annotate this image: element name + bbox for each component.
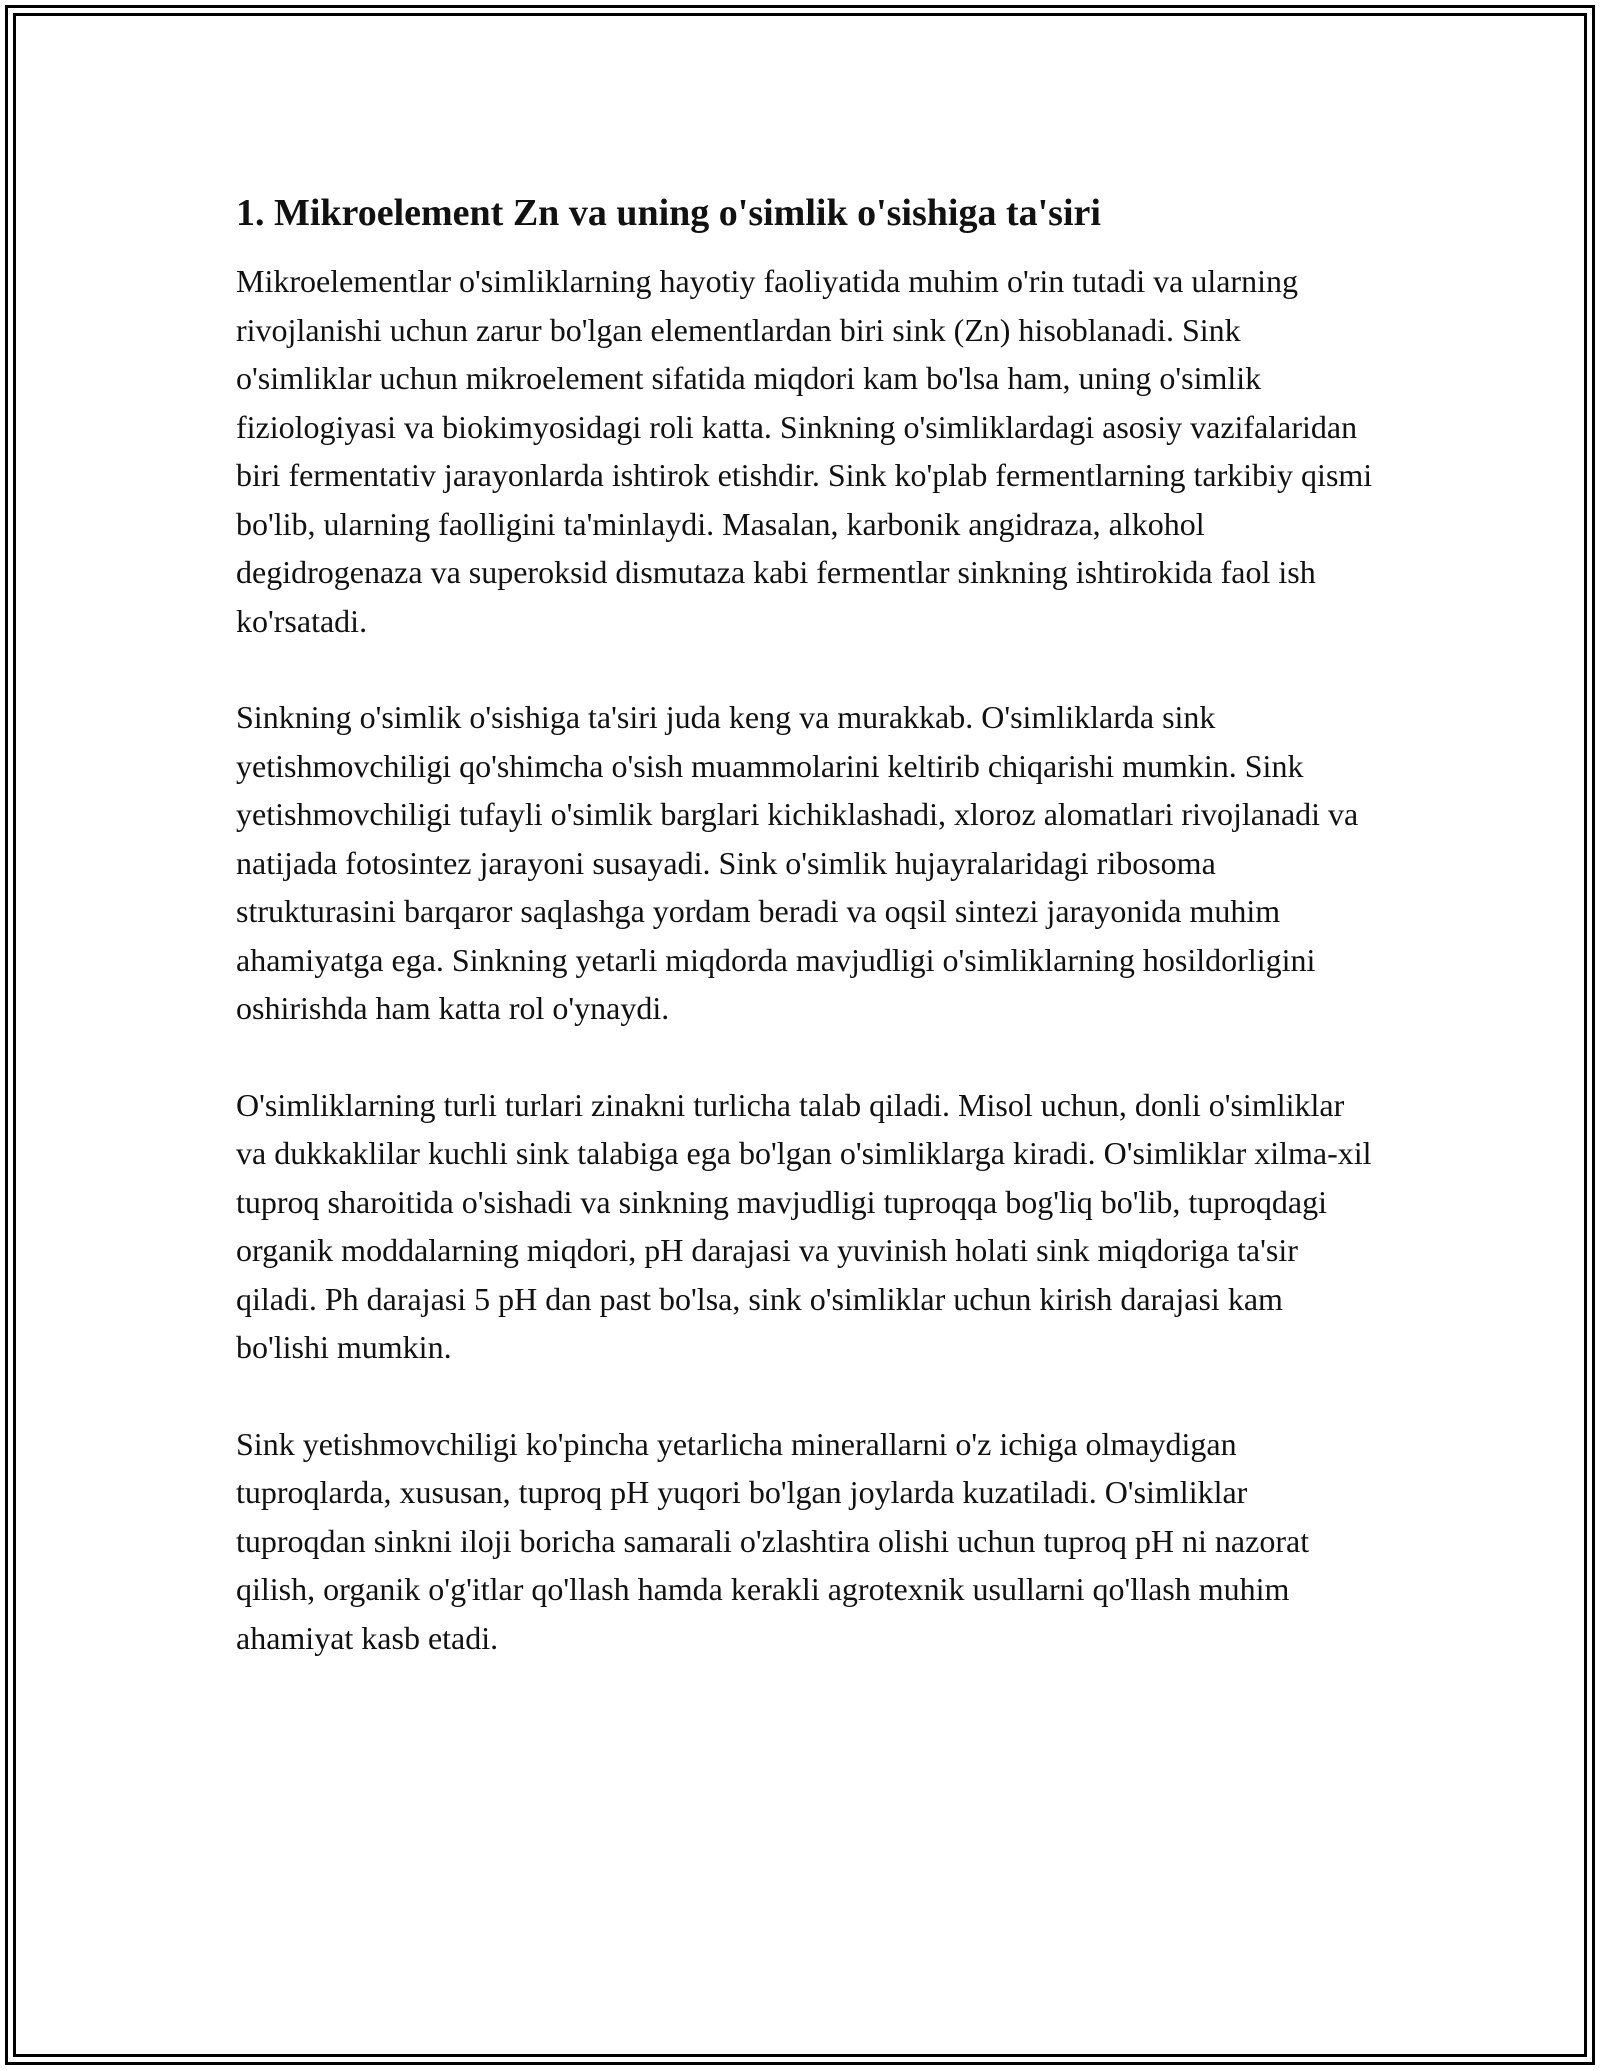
paragraph-3: O'simliklarning turli turlari zinakni turlicha talab qiladi. Misol uchun, donli o'simliklar va dukkaklilar kuchli sink talabiga ega bo'lgan o'simliklarga kiradi. O'simliklar xilma-xil tuproq sharoitida o'sishadi va sinkning mavjudligi tuproqqa bog'liq bo'lib, tuproqdagi organik moddalarning miqdori, pH darajasi va yuvinish holati sink miqdoriga ta'sir qiladi. Ph darajasi 5 pH dan past bo'lsa, sink o'simliklar uchun kirish darajasi kam bo'lishi mumkin. xyxy=(236,1086,1372,1365)
paragraph-1: Mikroelementlar o'simliklarning hayotiy faoliyatida muhim o'rin tutadi va ularning rivojlanishi uchun zarur bo'lgan elementlardan biri sink (Zn) hisoblanadi. Sink o'simliklar uchun mikroelement sifatida miqdori kam bo'lsa ham, uning o'simlik fiziologiyasi va biokimyosidagi roli katta. Sinkning o'simliklardagi asosiy vazifalaridan biri fermentativ jarayonlarda ishtirok etishdir. Sink ko'plab fermentlarning tarkibiy qismi bo'lib, ularning faolligini ta'minlaydi. Masalan, karbonik angidraza, alkohol degidrogenaza va superoksid dismutaza kabi fermentlar sinkning ishtirokida faol ish ko'rsatadi. xyxy=(236,263,1373,639)
paragraph-4: Sink yetishmovchiligi ko'pincha yetarlicha minerallarni o'z ichiga olmaydigan tuproqlarda, xususan, tuproq pH yuqori bo'lgan joylarda kuzatiladi. O'simliklar tuproqdan sinkni iloji boricha samarali o'zlashtira olishi uchun tuproq pH ni nazorat qilish, organik o'g'itlar qo'llash hamda kerakli agrotexnik usullarni qo'llash muhim ahamiyat kasb etadi. xyxy=(236,1425,1310,1656)
section-heading: 1. Mikroelement Zn va uning o'simlik o'sishiga ta'siri xyxy=(236,192,1101,234)
document-body xyxy=(236,185,1376,1710)
paragraph-2: Sinkning o'simlik o'sishiga ta'siri juda keng va murakkab. O'simliklarda sink yetishmovchiligi qo'shimcha o'sish muammolarini keltirib chiqarishi mumkin. Sink yetishmovchiligi tufayli o'simlik barglari kichiklashadi, xloroz alomatlari rivojlanadi va natijada fotosintez jarayoni susayadi. Sink o'simlik hujayralaridagi ribosoma strukturasini barqaror saqlashga yordam beradi va oqsil sintezi jarayonida muhim ahamiyatga ega. Sinkning yetarli miqdorda mavjudligi o'simliklarning hosildorligini oshirishda ham katta rol o'ynaydi. xyxy=(236,699,1359,1026)
